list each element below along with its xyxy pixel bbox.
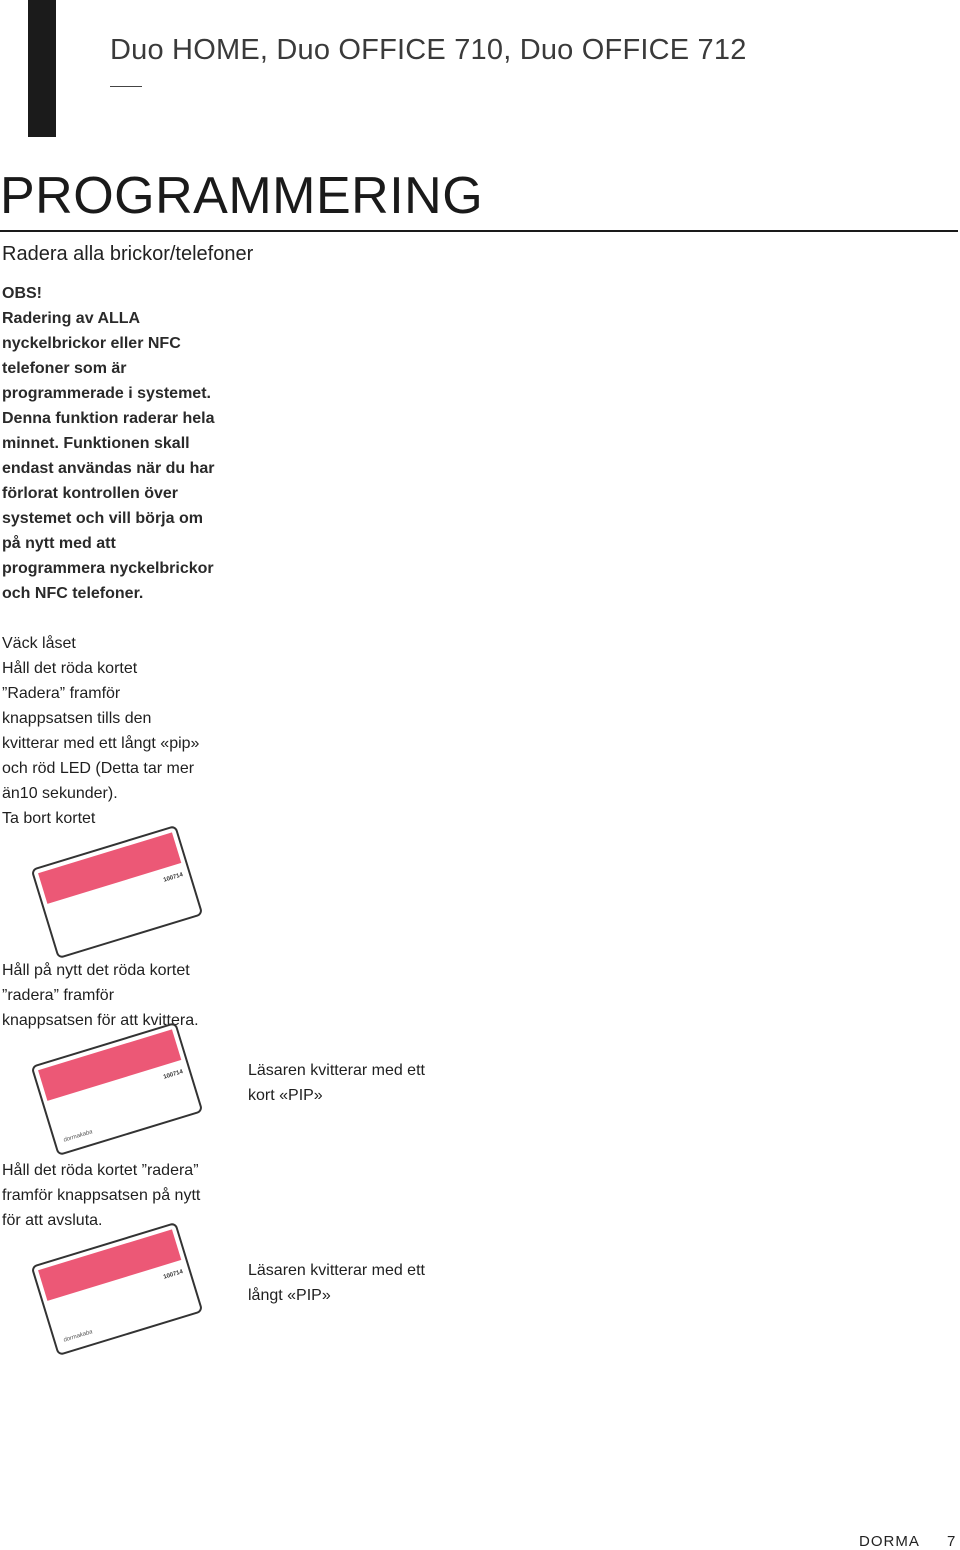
footer-brand: DORMA [859, 1533, 920, 1550]
note-line: långt «PIP» [248, 1287, 331, 1304]
red-card-illustration [31, 1022, 204, 1156]
step-line: knappsatsen för att kvittera. [2, 1012, 199, 1029]
card-red-stripe [38, 1029, 181, 1101]
warning-line: nyckelbrickor eller NFC [2, 335, 181, 352]
step-line: ”radera” framför [2, 987, 115, 1004]
title-dash-divider [110, 86, 142, 87]
step-line: och röd LED (Detta tar mer [2, 760, 195, 777]
warning-line: Radering av ALLA [2, 310, 141, 327]
step-line: kvitterar med ett långt «pip» [2, 735, 200, 752]
card-logo: dormakaba [62, 1129, 94, 1144]
warning-line: och NFC telefoner. [2, 585, 144, 602]
card-red-stripe [38, 1229, 181, 1301]
red-card-illustration [31, 825, 204, 959]
card-number: 100714 [162, 1069, 184, 1081]
step-line: Håll på nytt det röda kortet [2, 962, 190, 979]
step-line: ”Radera” framför [2, 685, 121, 702]
document-title: Duo HOME, Duo OFFICE 710, Duo OFFICE 712 [110, 34, 747, 66]
warning-line: programmera nyckelbrickor [2, 560, 214, 577]
step-line: knappsatsen tills den [2, 710, 152, 727]
step-line: Ta bort kortet [2, 810, 96, 827]
step-line: för att avsluta. [2, 1212, 103, 1229]
step-line: Väck låset [2, 635, 76, 652]
warning-line: endast användas när du har [2, 460, 215, 477]
warning-line: minnet. Funktionen skall [2, 435, 190, 452]
warning-line: telefoner som är [2, 360, 127, 377]
section-subheading: Radera alla brickor/telefoner [2, 243, 254, 265]
warning-line: systemet och vill börja om [2, 510, 203, 527]
warning-line: på nytt med att [2, 535, 116, 552]
warning-line: Denna funktion raderar hela [2, 410, 215, 427]
step-line: Håll det röda kortet [2, 660, 138, 677]
step-2-instructions [2, 958, 199, 1033]
header-black-bar [28, 0, 56, 137]
step-line: Håll det röda kortet ”radera” [2, 1162, 199, 1179]
card-number: 100714 [162, 872, 184, 884]
step-line: än10 sekunder). [2, 785, 118, 802]
card-number: 100714 [162, 1269, 184, 1281]
warning-note [2, 281, 215, 606]
step-1-instructions [2, 631, 199, 831]
step-3-reader-note [248, 1258, 425, 1308]
card-logo: dormakaba [62, 1329, 94, 1344]
note-line: Läsaren kvitterar med ett [248, 1262, 425, 1279]
warning-line: programmerade i systemet. [2, 385, 211, 402]
red-card-illustration [31, 1222, 204, 1356]
heading-rule [0, 230, 958, 232]
step-2-reader-note [248, 1058, 425, 1108]
note-line: Läsaren kvitterar med ett [248, 1062, 425, 1079]
warning-line: förlorat kontrollen över [2, 485, 179, 502]
note-line: kort «PIP» [248, 1087, 323, 1104]
step-line: framför knappsatsen på nytt [2, 1187, 201, 1204]
step-3-instructions [2, 1158, 200, 1233]
page-number: 7 [947, 1533, 956, 1550]
section-heading: PROGRAMMERING [0, 167, 484, 225]
warning-line: OBS! [2, 285, 42, 302]
card-red-stripe [38, 832, 181, 904]
